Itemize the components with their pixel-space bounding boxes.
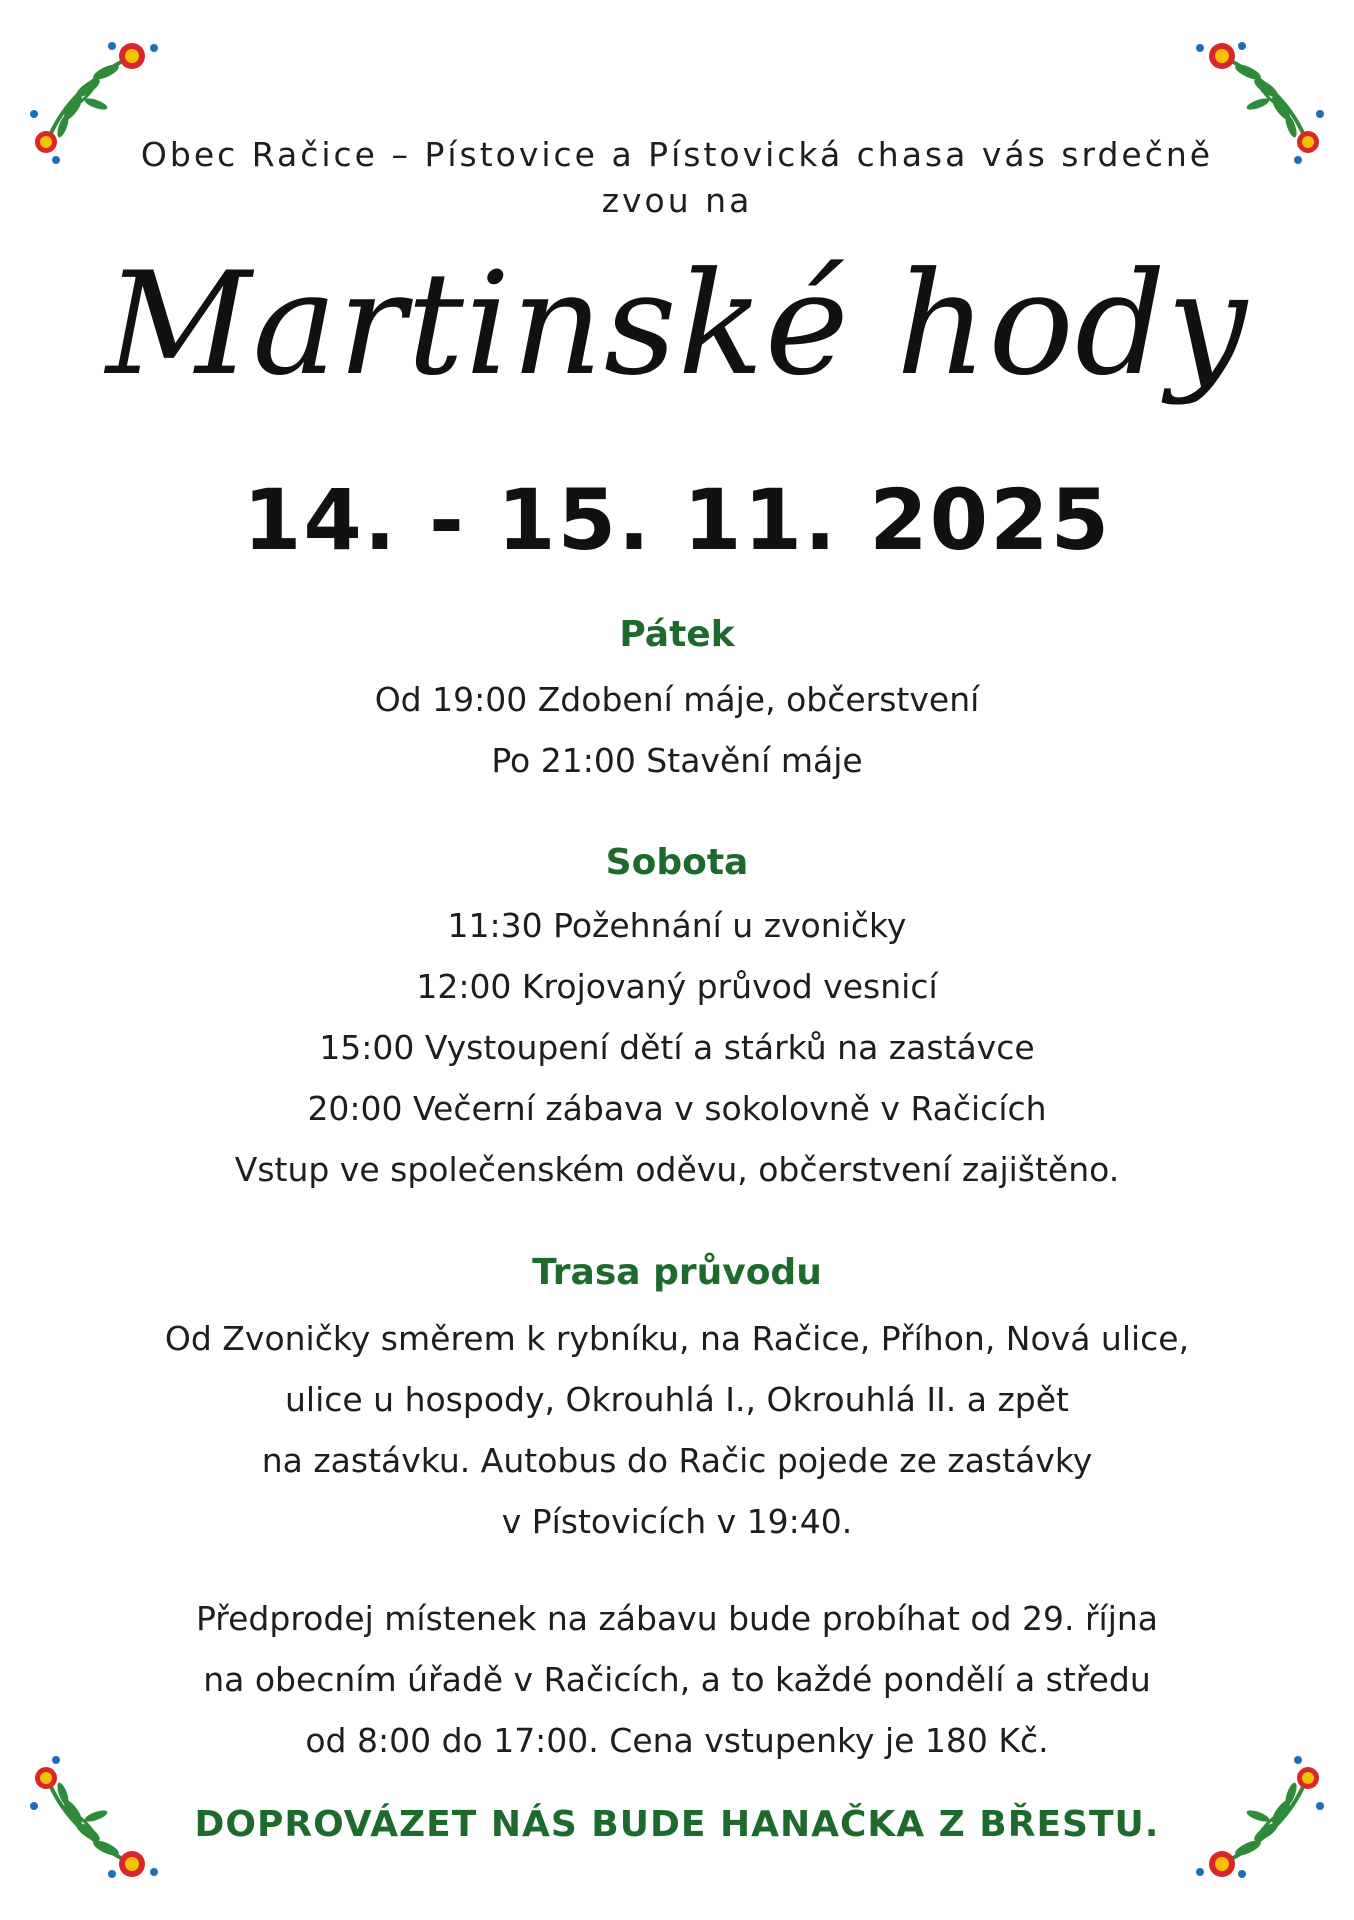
program-line: Od 19:00 Zdobení máje, občerstvení <box>374 680 980 719</box>
section-heading-trasa: Trasa průvodu <box>532 1252 822 1293</box>
program-line: 12:00 Krojovaný průvod vesnicí <box>416 967 938 1006</box>
presale-line: od 8:00 do 17:00. Cena vstupenky je 180 Kč. <box>305 1721 1049 1760</box>
section-heading-sobota: Sobota <box>605 842 749 883</box>
program-line: 11:30 Požehnání u zvoničky <box>447 906 907 945</box>
route-line: na zastávku. Autobus do Račic pojede ze zastávky <box>261 1441 1093 1480</box>
program-line: 15:00 Vystoupení dětí a stárků na zastávce <box>319 1028 1035 1067</box>
route-line: ulice u hospody, Okrouhlá I., Okrouhlá II. a zpět <box>284 1380 1069 1419</box>
program-line: Po 21:00 Stavění máje <box>491 741 863 780</box>
intro-text <box>0 132 1354 224</box>
event-date: 14. - 15. 11. 2025 <box>242 471 1112 569</box>
program-line: Vstup ve společenském oděvu, občerstvení zajištěno. <box>234 1150 1120 1189</box>
event-title: Martinské hody <box>105 242 1249 407</box>
section-patek-lines <box>0 669 1354 791</box>
band-announcement: DOPROVÁZET NÁS BUDE HANAČKA Z BŘESTU. <box>194 1804 1160 1845</box>
intro-line-2: zvou na <box>601 181 753 220</box>
presale-line: Předprodej místenek na zábavu bude probíhat od 29. října <box>195 1599 1159 1638</box>
route-line: v Pístovicích v 19:40. <box>501 1502 853 1541</box>
presale-line: na obecním úřadě v Račicích, a to každé pondělí a středu <box>203 1660 1151 1699</box>
section-sobota-lines <box>0 895 1354 1200</box>
route-line: Od Zvoničky směrem k rybníku, na Račice, Příhon, Nová ulice, <box>164 1319 1190 1358</box>
section-heading-patek: Pátek <box>619 614 735 655</box>
program-line: 20:00 Večerní zábava v sokolovně v Račicích <box>307 1089 1047 1128</box>
section-trasa-lines <box>0 1308 1354 1552</box>
presale-info <box>0 1588 1354 1771</box>
intro-line-1: Obec Račice – Pístovice a Pístovická chasa vás srdečně <box>140 135 1214 174</box>
